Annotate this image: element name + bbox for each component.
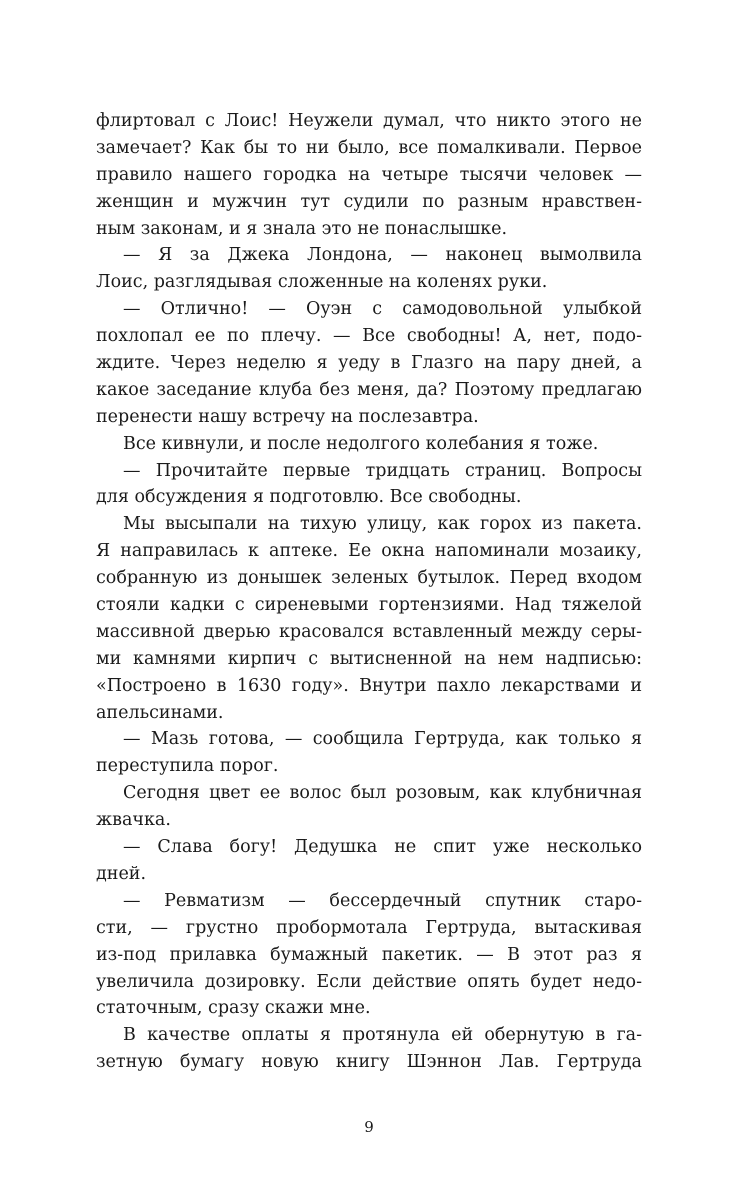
- body-text: [96, 108, 642, 1076]
- text-line: массивной дверью красовался вставленный между серы-: [96, 621, 642, 642]
- text-line: ми камнями кирпич с вытисненной на нем надписью:: [96, 648, 642, 669]
- text-line: — Отлично! — Оуэн с самодовольной улыбкой: [123, 299, 642, 320]
- text-line: флиртовал с Лоис! Неужели думал, что никто этого не: [96, 111, 642, 131]
- text-line: — Слава богу! Дедушка не спит уже несколько: [123, 837, 642, 858]
- paragraph: [96, 1022, 642, 1076]
- text-line: для обсуждения я подготовлю. Все свободны.: [96, 487, 522, 508]
- text-line: правило нашего городка на четыре тысячи человек —: [96, 164, 642, 185]
- text-line: Все кивнули, и после недолгого колебания я тоже.: [123, 433, 599, 454]
- text-line: — Мазь готова, — сообщила Гертруда, как только я: [123, 729, 642, 750]
- text-line: жвачка.: [96, 810, 171, 831]
- paragraph: [96, 888, 642, 1022]
- text-line: сти, — грустно пробормотала Гертруда, вытаскивая: [96, 917, 642, 938]
- text-line: увеличила дозировку. Если действие опять будет недо-: [96, 971, 642, 992]
- text-line: — Я за Джека Лондона, — наконец вымолвила: [123, 245, 642, 266]
- text-line: Сегодня цвет ее волос был розовым, как клубничная: [123, 783, 642, 804]
- text-line: — Ревматизм — бессердечный спутник старо-: [123, 890, 642, 911]
- text-line: собранную из донышек зеленых бутылок. Перед входом: [96, 568, 642, 589]
- paragraph: [96, 458, 642, 512]
- paragraph: [96, 431, 642, 458]
- text-line: апельсинами.: [96, 702, 224, 723]
- text-line: стояли кадки с сиреневыми гортензиями. Над тяжелой: [96, 595, 642, 616]
- text-line: замечает? Как бы то ни было, все помалкивали. Первое: [96, 137, 642, 158]
- text-line: переступила порог.: [96, 756, 279, 777]
- text-line: какое заседание клуба без меня, да? Поэтому предлагаю: [96, 379, 642, 400]
- text-line: — Прочитайте первые тридцать страниц. Вопросы: [123, 460, 642, 481]
- paragraph: [96, 780, 642, 834]
- text-line: из-под прилавка бумажный пакетик. — В этот раз я: [96, 944, 642, 965]
- paragraph: [96, 108, 642, 242]
- text-line: перенести нашу встречу на послезавтра.: [96, 406, 479, 427]
- text-line: ным законам, и я знала это не понаслышке.: [96, 218, 508, 239]
- text-line: Мы высыпали на тихую улицу, как горох из пакета.: [123, 514, 642, 535]
- text-line: Я направилась к аптеке. Ее окна напоминали мозаику,: [96, 541, 642, 562]
- paragraph: [96, 726, 642, 780]
- paragraph: [96, 296, 642, 430]
- paragraph: [96, 511, 642, 726]
- page-number: 9: [364, 1118, 374, 1136]
- text-line: «Построено в 1630 году». Внутри пахло лекарствами и: [96, 675, 642, 696]
- paragraph: [96, 242, 642, 296]
- text-line: В качестве оплаты я протянула ей обернутую в га-: [123, 1025, 642, 1046]
- text-line: статочным, сразу скажи мне.: [96, 998, 371, 1019]
- text-line: женщин и мужчин тут судили по разным нравствен-: [96, 191, 642, 212]
- text-line: похлопал ее по плечу. — Все свободны! А, нет, подо-: [96, 326, 642, 347]
- text-line: ждите. Через неделю я уеду в Глазго на пару дней, а: [96, 353, 642, 374]
- text-line: Лоис, разглядывая сложенные на коленях руки.: [96, 272, 548, 293]
- text-line: зетную бумагу новую книгу Шэннон Лав. Гертруда: [96, 1052, 642, 1073]
- paragraph: [96, 834, 642, 888]
- text-line: дней.: [96, 863, 147, 884]
